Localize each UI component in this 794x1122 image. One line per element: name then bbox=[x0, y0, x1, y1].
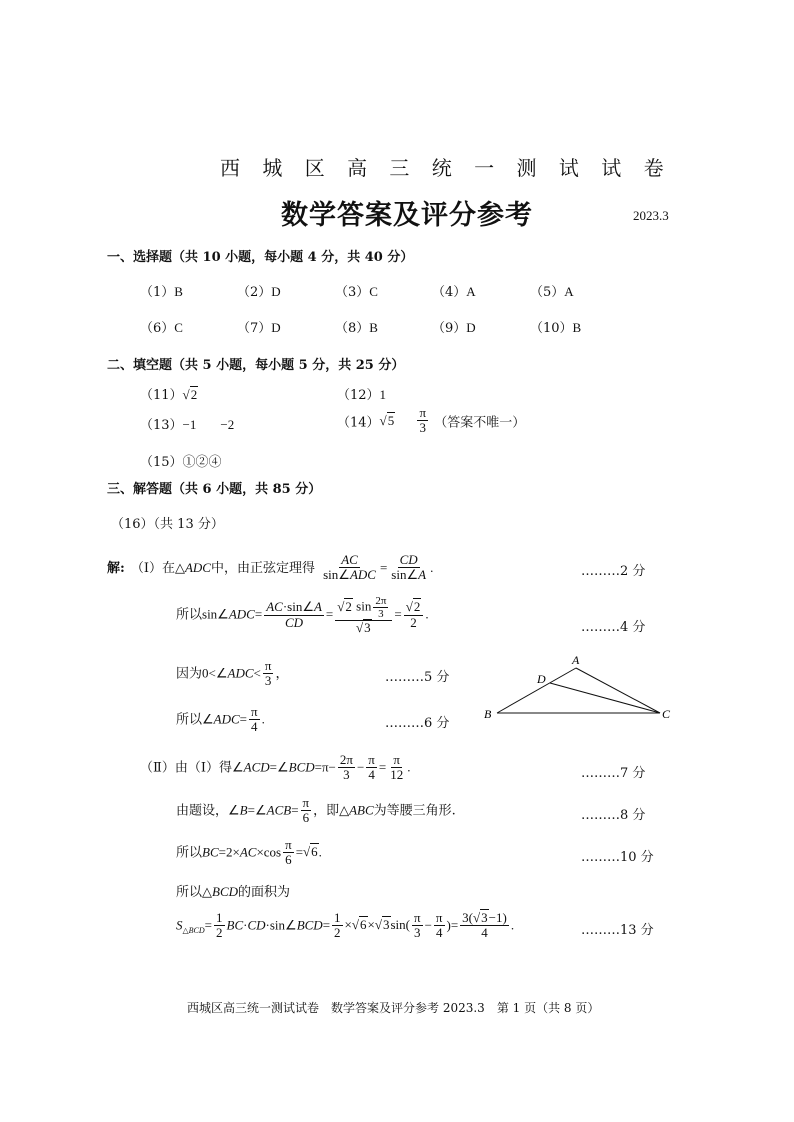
score-4: ………4 分 bbox=[581, 620, 646, 635]
label-b: B bbox=[484, 707, 492, 721]
footer bbox=[187, 999, 599, 1016]
solution-line-9: $S_{\triangle BCD}=$ $\frac{1}{2}$ BC·CD·sin∠BCD= $\frac{1}{2}$ ×√6×√3sin( $\frac{\pi}{3}$ − $\frac{\pi}{4}$ )= $\frac{3(√3-1)}{4}$ . bbox=[176, 910, 515, 941]
segment-dc bbox=[550, 683, 660, 713]
mc-item: （2）D bbox=[237, 284, 281, 300]
side-ac bbox=[576, 668, 660, 713]
solution-line-3: 因为0<∠ADC< $\frac{\pi}{3}$ ， bbox=[176, 658, 289, 689]
score-6: ………6 分 bbox=[385, 716, 450, 731]
label-c: C bbox=[662, 707, 671, 721]
mc-item: （8）B bbox=[335, 320, 378, 336]
mc-item: （7）D bbox=[237, 320, 281, 336]
fill-11: （11）√2 bbox=[140, 387, 198, 403]
score-2: ………2 分 bbox=[581, 564, 646, 579]
solution-line-4: 所以∠ADC= $\frac{\pi}{4}$ . bbox=[176, 704, 265, 735]
mc-item: （3）C bbox=[335, 284, 378, 300]
score-8: ………8 分 bbox=[581, 808, 646, 823]
solution-line-8: 所以△BCD的面积为 bbox=[176, 884, 291, 900]
label-a: A bbox=[572, 653, 580, 667]
triangle-figure bbox=[480, 650, 680, 730]
score-13: ………13 分 bbox=[581, 923, 654, 938]
mc-item: （4）A bbox=[432, 284, 476, 300]
mc-item: （10）B bbox=[530, 320, 582, 336]
solution-line-2: 所以sin∠ADC= $\frac{AC\cdot\sin\angle A}{CD}$ = √2 sin $\frac{2\pi}{3}$ √3 = $\frac{√2}{2}$ . bbox=[176, 595, 429, 636]
solution-line-5: （Ⅱ）由（Ⅰ）得∠ACD=∠BCD=π− $\frac{2\pi}{3}$ − $\frac{\pi}{4}$ = $\frac{\pi}{12}$ . bbox=[140, 752, 411, 783]
fill-15: （15）①②④ bbox=[140, 455, 222, 470]
label-d: D bbox=[537, 672, 546, 686]
score-10: ………10 分 bbox=[581, 850, 654, 865]
section-fill-blank: 二、填空题（共 5 小题，每小题 5 分，共 25 分） bbox=[107, 358, 405, 373]
score-7: ………7 分 bbox=[581, 766, 646, 781]
section-multiple-choice: 一、选择题（共 10 小题，每小题 4 分，共 40 分） bbox=[107, 250, 414, 265]
date-label: 2023.3 bbox=[633, 208, 669, 223]
mc-item: （6）C bbox=[140, 320, 183, 336]
mc-item: （5）A bbox=[530, 284, 574, 300]
fill-14: （14）√5 $\frac{\pi}{3}$ （答案不唯一） bbox=[337, 405, 526, 436]
solution-line-6: 由题设，∠B=∠ACB= $\frac{\pi}{6}$ ，即△ABC为等腰三角形. bbox=[176, 795, 456, 826]
page-title: 数学答案及评分参考 bbox=[281, 200, 533, 231]
fill-12: （12）1 bbox=[337, 387, 387, 403]
mc-item: （1）B bbox=[140, 284, 183, 300]
q16-heading: （16）（共 13 分） bbox=[111, 517, 224, 532]
fill-13: （13）−1 −2 bbox=[140, 417, 235, 433]
footer-title: 西城区高三统一测试试卷 数学答案及评分参考 2023.3 bbox=[187, 1001, 485, 1015]
score-5: ………5 分 bbox=[385, 670, 450, 685]
section-free-response: 三、解答题（共 6 小题，共 85 分） bbox=[107, 482, 322, 497]
mc-item: （9）D bbox=[432, 320, 476, 336]
page-number: 第 1 页（共 8 页） bbox=[496, 1001, 600, 1015]
solution-line-1: 解: （Ⅰ）在△ADC中，由正弦定理得 $\frac{AC}{\text{sin∠ADC}}$ = $\frac{CD}{\sin\angle A}$ . bbox=[107, 552, 434, 583]
exam-title: 西 城 区 高 三 统 一 测 试 试 卷 bbox=[220, 156, 672, 180]
solution-line-7: 所以BC=2×AC×cos $\frac{\pi}{6}$ =√6. bbox=[176, 837, 322, 868]
